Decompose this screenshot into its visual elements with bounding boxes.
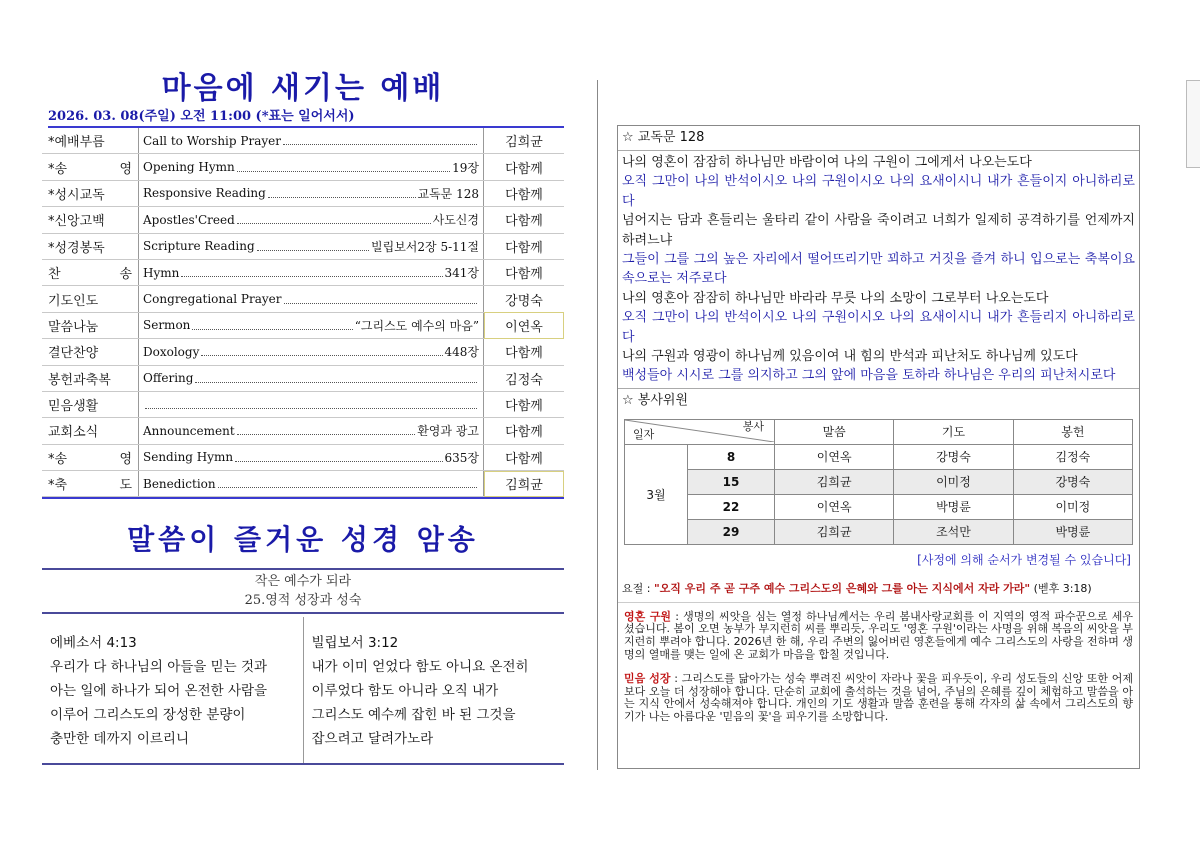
order-english: Opening Hymn bbox=[143, 160, 235, 175]
responsive-reading bbox=[618, 150, 1139, 389]
dot-leader bbox=[181, 268, 442, 277]
key-verse-ref: (벧후 3:18) bbox=[1030, 581, 1092, 595]
faith-growth-text: : 그리스도를 닮아가는 성숙 뿌려진 씨앗이 자라나 꽃을 피우듯이, 우리 성도들의 신앙 또한 어제보다 오늘 더 성장해야 합니다. 단순히 교회에 출석하는 것을 넘어, 주님의 은혜를 깊이 체험하고 말씀을 아는 지식 안에서 성숙해져야 합니다. 개인의 기도 생활과 말씀 훈련을 통해 각자의 삶 속에서 그리스도의 향기가 나는 아름다운 '믿음의 꽃'을 피우기를 소망합니다. bbox=[624, 672, 1133, 724]
memorization-title: 말씀이 즐거운 성경 암송 bbox=[127, 523, 479, 556]
order-label: *성시교독 bbox=[42, 180, 139, 206]
order-detail bbox=[139, 444, 484, 470]
order-leader: 다함께 bbox=[484, 207, 565, 233]
verse-line: 이루었다 함도 아니라 오직 내가 bbox=[311, 683, 499, 699]
order-row bbox=[42, 180, 564, 206]
service-word: 김희균 bbox=[775, 519, 894, 544]
verse-reference: 에베소서 4:13 bbox=[50, 635, 137, 651]
service-day: 8 bbox=[688, 444, 775, 469]
order-english: Announcement bbox=[143, 423, 235, 438]
order-leader: 다함께 bbox=[484, 233, 565, 259]
order-detail bbox=[139, 365, 484, 391]
order-row bbox=[42, 128, 564, 154]
service-prayer: 박명륜 bbox=[894, 494, 1013, 519]
memorization-topic: 25.영적 성장과 성숙 bbox=[244, 593, 362, 608]
service-day: 22 bbox=[688, 494, 775, 519]
order-leader: 강명숙 bbox=[484, 286, 565, 312]
order-detail bbox=[139, 339, 484, 365]
faith-growth-paragraph bbox=[618, 661, 1139, 723]
dot-leader bbox=[284, 295, 478, 304]
order-reference: 빌립보서2장 5-11절 bbox=[371, 239, 479, 254]
memorization-header bbox=[42, 568, 564, 614]
reading-line: 백성들아 시시로 그를 의지하고 그의 앞에 마음을 토하라 하나님은 우리의 피난처시로다 bbox=[622, 368, 1116, 384]
service-prayer: 조석만 bbox=[894, 519, 1013, 544]
verse-line: 우리가 다 하나님의 아들을 믿는 것과 bbox=[50, 659, 268, 675]
col-offering: 봉헌 bbox=[1013, 419, 1132, 444]
reading-line: 나의 영혼아 잠잠히 하나님만 바라라 무릇 나의 소망이 그로부터 나오는도다 bbox=[622, 290, 1049, 306]
reading-line: 나의 구원과 영광이 하나님께 있음이여 내 힘의 반석과 피난처도 하나님께 있도다 bbox=[622, 349, 1078, 365]
service-word: 김희균 bbox=[775, 469, 894, 494]
verse-line: 내가 이미 얻었다 함도 아니요 온전히 bbox=[311, 659, 529, 675]
order-detail bbox=[139, 154, 484, 180]
order-row bbox=[42, 154, 564, 180]
order-row bbox=[42, 259, 564, 285]
scrollbar[interactable] bbox=[1186, 80, 1200, 168]
key-verse-prefix: 요절 : bbox=[622, 581, 654, 595]
order-detail bbox=[139, 233, 484, 259]
order-detail bbox=[139, 418, 484, 444]
worship-order-table bbox=[42, 128, 564, 497]
order-leader: 김희균 bbox=[484, 471, 565, 497]
order-row bbox=[42, 444, 564, 470]
dot-leader bbox=[237, 163, 450, 172]
service-month: 3월 bbox=[625, 444, 688, 544]
soul-salvation-text: : 생명의 씨앗을 심는 열정 하나님께서는 우리 봄내사랑교회를 이 지역의 영적 파수꾼으로 세우셨습니다. 봄이 오면 농부가 부지런히 씨를 뿌리듯, 우리도 '영혼 구원'이라는 사명을 위해 복음의 씨앗을 부지런히 뿌려야 합니다. 2026년 한 해, 우리 주변의 잃어버린 영혼들에게 예수 그리스도의 사랑을 전하며 생명의 열매를 맺는 일에 온 교회가 마음을 합칠 것입니다. bbox=[624, 609, 1133, 661]
reading-line: 나의 영혼이 잠잠히 하나님만 바람이여 나의 구원이 그에게서 나오는도다 bbox=[622, 155, 1032, 170]
service-prayer: 강명숙 bbox=[894, 444, 1013, 469]
order-detail bbox=[139, 128, 484, 154]
verse-line: 이루어 그리스도의 장성한 분량이 bbox=[50, 707, 246, 723]
service-offering: 강명숙 bbox=[1013, 469, 1132, 494]
order-label: *축 도 bbox=[42, 471, 139, 497]
verse-line: 아는 일에 하나가 되어 온전한 사람을 bbox=[50, 683, 268, 699]
soul-salvation-paragraph bbox=[618, 603, 1139, 661]
order-label: *신앙고백 bbox=[42, 207, 139, 233]
order-detail bbox=[139, 391, 484, 417]
order-row bbox=[42, 233, 564, 259]
order-reference: “그리스도 예수의 마음” bbox=[354, 318, 479, 333]
service-table bbox=[624, 419, 1133, 545]
reading-line: 넘어지는 담과 흔들리는 울타리 같이 사람을 죽이려고 너희가 일제히 공격하기를 언제까지 하려느냐 bbox=[622, 213, 1135, 248]
order-label: *송 영 bbox=[42, 154, 139, 180]
order-row bbox=[42, 339, 564, 365]
reading-line: 오직 그만이 나의 반석이시오 나의 구원이시오 나의 요새이시니 내가 흔들리지 아니하리로다 bbox=[622, 310, 1135, 345]
order-english: Hymn bbox=[143, 265, 180, 280]
col-prayer: 기도 bbox=[894, 419, 1013, 444]
reading-line: 오직 그만이 나의 반석이시오 나의 구원이시오 나의 요새이시니 내가 흔들이지 아니하리로다 bbox=[622, 174, 1135, 209]
memorization-subtitle: 작은 예수가 되라 bbox=[254, 574, 352, 589]
service-word: 이연옥 bbox=[775, 494, 894, 519]
verse-philippians bbox=[303, 617, 565, 763]
memorization-verses bbox=[42, 617, 564, 765]
order-leader: 다함께 bbox=[484, 391, 565, 417]
order-reference: 341장 bbox=[444, 266, 479, 281]
order-detail bbox=[139, 312, 484, 338]
service-offering: 박명륜 bbox=[1013, 519, 1132, 544]
order-english: Doxology bbox=[143, 344, 200, 359]
service-day: 15 bbox=[688, 469, 775, 494]
order-row bbox=[42, 312, 564, 338]
column-divider bbox=[597, 80, 598, 770]
order-label: 교회소식 bbox=[42, 418, 139, 444]
dot-leader bbox=[235, 453, 442, 462]
order-reference: 환영과 광고 bbox=[417, 424, 479, 439]
verse-ephesians bbox=[42, 617, 303, 763]
order-row bbox=[42, 418, 564, 444]
right-panel bbox=[617, 125, 1140, 769]
dot-leader bbox=[201, 347, 442, 356]
worship-date-line: 2026. 03. 08(주일) 오전 11:00 (*표는 일어서서) bbox=[48, 108, 564, 128]
order-row bbox=[42, 471, 564, 497]
dot-leader bbox=[268, 189, 416, 198]
order-leader: 이연옥 bbox=[484, 312, 565, 338]
service-day: 29 bbox=[688, 519, 775, 544]
dot-leader bbox=[195, 374, 477, 383]
order-reference: 19장 bbox=[452, 160, 479, 175]
service-prayer: 이미정 bbox=[894, 469, 1013, 494]
order-detail bbox=[139, 180, 484, 206]
order-label: 기도인도 bbox=[42, 286, 139, 312]
order-row bbox=[42, 286, 564, 312]
dot-leader bbox=[283, 136, 477, 145]
order-english: Scripture Reading bbox=[143, 239, 255, 254]
verse-line: 충만한 데까지 이르리니 bbox=[50, 731, 189, 747]
service-diagonal-header bbox=[625, 419, 775, 444]
order-row bbox=[42, 207, 564, 233]
order-leader: 다함께 bbox=[484, 418, 565, 444]
service-note: [사정에 의해 순서가 변경될 수 있습니다] bbox=[917, 552, 1131, 567]
worship-title: 마음에 새기는 예배 bbox=[161, 71, 445, 106]
order-label: *송 영 bbox=[42, 444, 139, 470]
order-english: Apostles'Creed bbox=[143, 212, 235, 227]
dot-leader bbox=[237, 215, 431, 224]
service-row bbox=[625, 469, 1133, 494]
reading-line: 그들이 그를 그의 높은 자리에서 떨어뜨리기만 꾀하고 거짓을 즐겨 하니 입으로는 축복이요 속으로는 저주로다 bbox=[622, 252, 1135, 287]
order-leader: 다함께 bbox=[484, 259, 565, 285]
order-detail bbox=[139, 259, 484, 285]
order-leader: 다함께 bbox=[484, 180, 565, 206]
soul-salvation-label: 영혼 구원 bbox=[624, 609, 672, 623]
reading-header: ☆ 교독문 128 bbox=[622, 130, 705, 145]
order-leader: 다함께 bbox=[484, 154, 565, 180]
order-label: 말씀나눔 bbox=[42, 312, 139, 338]
col-word: 말씀 bbox=[775, 419, 894, 444]
key-verse-quote: "오직 우리 주 곧 구주 예수 그리스도의 은혜와 그를 아는 지식에서 자라 가라" bbox=[653, 581, 1031, 595]
order-label: 찬 송 bbox=[42, 259, 139, 285]
order-english: Sending Hymn bbox=[143, 450, 234, 465]
service-row bbox=[625, 519, 1133, 544]
order-bottom-rule bbox=[42, 497, 564, 499]
order-english: Sermon bbox=[143, 318, 191, 333]
verse-reference: 빌립보서 3:12 bbox=[311, 635, 399, 651]
order-label: 믿음생활 bbox=[42, 391, 139, 417]
dot-leader bbox=[237, 426, 416, 435]
order-leader: 다함께 bbox=[484, 339, 565, 365]
dot-leader bbox=[192, 321, 352, 330]
service-header: ☆ 봉사위원 bbox=[622, 392, 689, 408]
order-row bbox=[42, 365, 564, 391]
order-detail bbox=[139, 207, 484, 233]
dot-leader bbox=[218, 479, 477, 488]
order-label: *성경봉독 bbox=[42, 233, 139, 259]
worship-order-section bbox=[42, 70, 564, 499]
order-english: Call to Worship Prayer bbox=[143, 133, 281, 148]
order-leader: 김희균 bbox=[484, 128, 565, 154]
order-label: 봉헌과축복 bbox=[42, 365, 139, 391]
order-label: 결단찬양 bbox=[42, 339, 139, 365]
service-row bbox=[625, 494, 1133, 519]
order-detail bbox=[139, 471, 484, 497]
order-reference: 635장 bbox=[444, 450, 479, 465]
order-leader: 다함께 bbox=[484, 444, 565, 470]
key-verse bbox=[618, 568, 1139, 603]
order-english: Congregational Prayer bbox=[143, 292, 282, 307]
service-offering: 이미정 bbox=[1013, 494, 1132, 519]
order-row bbox=[42, 391, 564, 417]
order-english: Offering bbox=[143, 371, 194, 386]
order-leader: 김정숙 bbox=[484, 365, 565, 391]
service-offering: 김정숙 bbox=[1013, 444, 1132, 469]
dot-leader bbox=[257, 242, 369, 251]
service-row bbox=[625, 444, 1133, 469]
order-english: Benediction bbox=[143, 476, 216, 491]
order-english: Responsive Reading bbox=[143, 186, 266, 201]
order-reference: 사도신경 bbox=[432, 213, 479, 228]
order-label: *예배부름 bbox=[42, 128, 139, 154]
order-reference: 교독문 128 bbox=[417, 186, 479, 201]
service-word: 이연옥 bbox=[775, 444, 894, 469]
dot-leader bbox=[145, 400, 477, 409]
order-reference: 448장 bbox=[444, 345, 479, 360]
service-col-label: 봉사 bbox=[742, 419, 764, 433]
faith-growth-label: 믿음 성장 bbox=[624, 672, 671, 686]
date-col-label: 일자 bbox=[633, 427, 655, 441]
verse-line: 잡으려고 달려가노라 bbox=[311, 731, 434, 747]
order-detail bbox=[139, 286, 484, 312]
verse-line: 그리스도 예수께 잡힌 바 된 그것을 bbox=[311, 707, 516, 723]
